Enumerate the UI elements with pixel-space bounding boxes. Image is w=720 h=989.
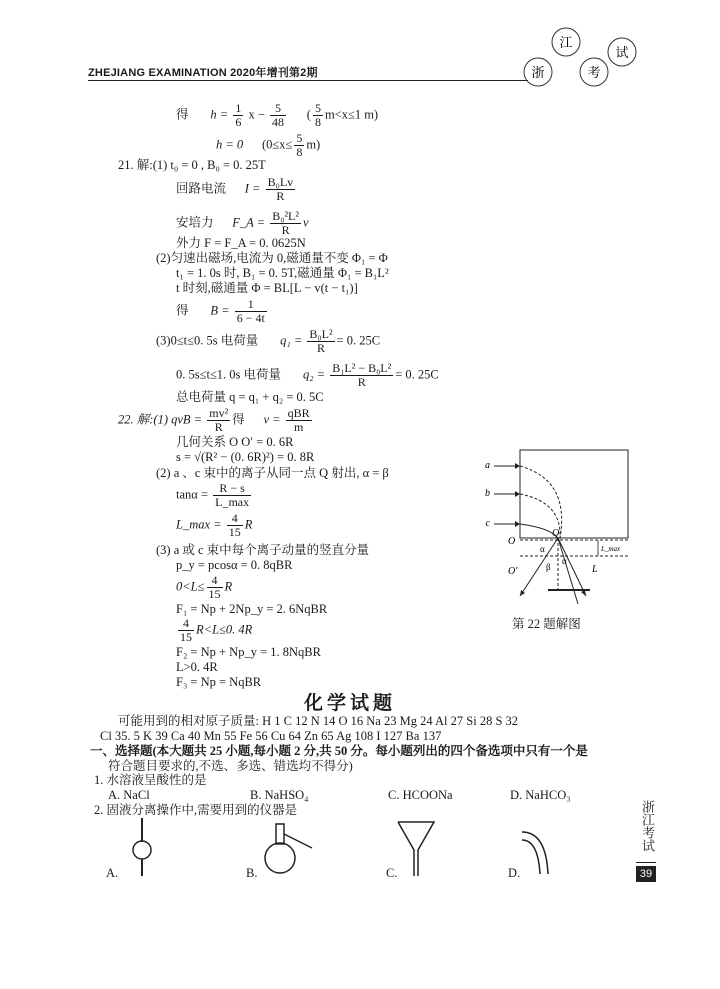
q21-external-force: 外力 F = F_A = 0. 0625N	[176, 236, 306, 250]
q22-part3: (3) a 或 c 束中每个离子动量的竖直分量	[156, 543, 370, 557]
q2-option-d: D.	[508, 866, 521, 880]
q22-lmax: L_max = $\frac{4}{15}$ R	[176, 511, 253, 539]
label-Q: Q	[552, 528, 560, 539]
label-L: L	[592, 564, 598, 575]
header-rule	[88, 80, 528, 81]
logo-char-3: 考	[587, 66, 601, 81]
label-alpha-2: α	[562, 556, 567, 566]
q22-F2: F₂ = Np + Np_y = 1. 8NqBR	[176, 645, 321, 659]
label-alpha: α	[540, 544, 545, 554]
bulb-pipette-icon	[122, 816, 162, 878]
question-2: 2. 固液分离操作中,需要用到的仪器是	[94, 803, 298, 817]
page-number: 39	[636, 866, 656, 882]
q21-title: 21. 解:(1) t₀ = 0 , B₀ = 0. 25T	[118, 158, 266, 172]
q22-range1: 0<L≤ $\frac{4}{15}$ R	[176, 573, 233, 601]
q1-option-c: C. HCOONa	[388, 788, 453, 802]
q22-py: p_y = pcosα = 0. 8qBR	[176, 558, 293, 572]
q22-s: s = √(R² − (0. 6R)²) = 0. 8R	[176, 450, 315, 464]
label-O-prime: O′	[508, 566, 518, 577]
round-flask-icon	[262, 822, 324, 878]
atomic-masses-2: Cl 35. 5 K 39 Ca 40 Mn 55 Fe 56 Cu 64 Zn 65 Ag 108 I 127 Ba 137	[100, 729, 442, 743]
q22-range3: L>0. 4R	[176, 660, 218, 674]
bent-tube-icon	[516, 828, 556, 878]
q22-part2: (2) a 、c 束中的离子从同一点 Q 射出, α = β	[156, 466, 389, 480]
section-one-heading: 一、选择题(本大题共 25 小题,每小题 2 分,共 50 分。每小题列出的四个备选项中只有一个是	[90, 744, 588, 758]
side-tab-text: 浙江考试	[639, 800, 654, 852]
figure-caption: 第 22 题解图	[512, 617, 581, 631]
logo-char-1: 浙	[531, 66, 545, 81]
q22-tan: tanα = $\frac{R - s}{L\_\max}$	[176, 481, 250, 509]
question-1: 1. 水溶液呈酸性的是	[94, 773, 207, 787]
q1-option-a: A. NaCl	[108, 788, 150, 802]
q22-F3: F₃ = Np = NqBR	[176, 675, 262, 689]
q21-force: 安培力 F_A = $\frac{\text{B₀²L²}}{R}$ v	[176, 209, 309, 237]
q21-part3-b: 0. 5s≤t≤1. 0s 电荷量 q₂ = $\frac{\text{B₁L² − B₀L²}}{R}$ = 0. 25C	[176, 361, 439, 389]
line-h-piecewise-2: h = 0 (0≤x≤ $\frac{5}{8}$ m)	[216, 131, 321, 159]
line-h-piecewise-1: 得 h = $\frac{1}{6}$ x − $\frac{5}{48}$ ( $\frac{5}{8}$ m<x≤1 m)	[176, 101, 379, 129]
q21-part2-c: t 时刻,磁通量 Φ = BL[L − v(t − t₁)]	[176, 281, 358, 295]
atomic-masses-1: 可能用到的相对原子质量: H 1 C 12 N 14 O 16 Na 23 Mg 24 Al 27 Si 28 S 32	[118, 714, 519, 728]
journal-header: ZHEJIANG EXAMINATION 2020年增刊第2期	[88, 67, 318, 79]
q22-part1: 22. 解:(1) qvB = $\frac{\text{mv²}}{R}$ 得 v = $\frac{\text{qBR}}{m}$	[118, 406, 310, 434]
section-one-heading-cont: 符合题目要求的,不选、多选、错选均不得分)	[108, 759, 353, 773]
q2-option-b: B.	[246, 866, 258, 880]
q2-option-c: C.	[386, 866, 398, 880]
label-Lmax: L_max	[601, 545, 621, 553]
q2-option-a: A.	[106, 866, 119, 880]
q21-part3-a: (3)0≤t≤0. 5s 电荷量 q₁ = $\frac{\text{B₀L²}}{R}$ = 0. 25C	[156, 327, 381, 355]
q22-geometry: 几何关系 O O′ = 0. 6R	[176, 435, 294, 449]
q21-part2-result: 得 B = $\frac{1}{6 - 4t}$	[176, 297, 265, 325]
logo-char-2: 江	[559, 36, 573, 51]
label-a: a	[485, 460, 490, 471]
side-rule	[636, 862, 656, 863]
label-c: c	[485, 518, 490, 529]
journal-logo	[522, 22, 642, 102]
side-tab-journal	[636, 800, 656, 852]
chemistry-title: 化学试题	[304, 692, 397, 714]
q1-option-d: D. NaHCO₃	[510, 788, 571, 802]
q21-current: 回路电流 I = $\frac{\text{B₀Lv}}{R}$	[176, 175, 294, 203]
q21-total-charge: 总电荷量 q = q₁ + q₂ = 0. 5C	[176, 390, 324, 404]
label-O: O	[508, 536, 516, 547]
logo-char-4: 试	[615, 46, 629, 61]
q22-F1: F₁ = Np + 2Np_y = 2. 6NqBR	[176, 602, 328, 616]
funnel-icon	[396, 820, 436, 878]
q22-solution-figure	[480, 440, 640, 610]
label-b: b	[485, 488, 490, 499]
q21-part2-a: (2)匀速出磁场,电流为 0,磁通量不变 Φ₁ = Φ	[156, 251, 388, 265]
q22-range2: $\frac{4}{15}$ R<L≤0. 4R	[180, 616, 253, 644]
label-beta: β	[546, 562, 551, 572]
q21-part2-b: t₁ = 1. 0s 时, B₁ = 0. 5T,磁通量 Φ₁ = B₁L²	[176, 266, 389, 280]
q1-option-b: B. NaHSO₄	[250, 788, 309, 802]
